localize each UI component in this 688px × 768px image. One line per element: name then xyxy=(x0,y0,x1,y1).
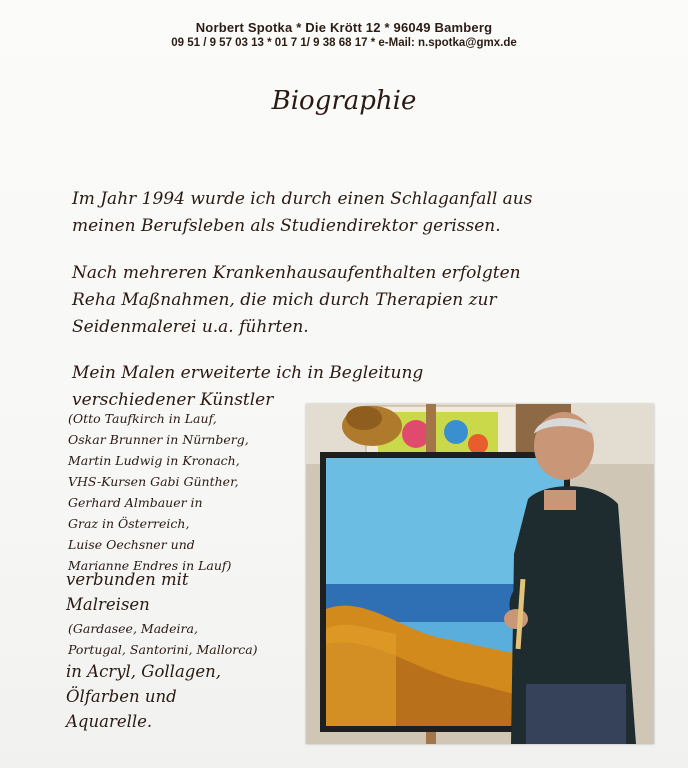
contact-phone-email: 09 51 / 9 57 03 13 * 01 7 1/ 9 38 68 17 * e-Mail: n.spotka@gmx.de xyxy=(171,37,517,49)
artist-line: Luise Oechsner und xyxy=(68,537,195,552)
trip-line: (Gardasee, Madeira, xyxy=(68,621,198,636)
artist-line: Gerhard Almbauer in xyxy=(68,495,203,510)
page-title: Biographie xyxy=(271,86,417,116)
artist-line: Graz in Österreich, xyxy=(68,516,190,531)
text-line: Mein Malen erweiterte ich in Begleitung xyxy=(72,363,424,383)
text-line: in Acryl, Gollagen, xyxy=(66,662,221,681)
text-line: Aquarelle. xyxy=(66,712,153,731)
text-line: meinen Berufsleben als Studiendirektor gerissen. xyxy=(72,216,501,236)
text-line: Reha Maßnahmen, die mich durch Therapien zur xyxy=(72,290,497,310)
contact-header xyxy=(0,20,688,49)
artist-line: Marianne Endres in Lauf) xyxy=(68,558,232,573)
paragraph-rehab xyxy=(72,260,632,341)
contact-address: Norbert Spotka * Die Krött 12 * 96049 Bamberg xyxy=(195,20,493,35)
text-line: Im Jahr 1994 wurde ich durch einen Schlaganfall aus xyxy=(72,189,533,209)
trip-list xyxy=(68,618,258,660)
connected-text xyxy=(66,567,189,617)
artist-line: (Otto Taufkirch in Lauf, xyxy=(68,411,217,426)
text-line: Seidenmalerei u.a. führten. xyxy=(72,317,309,337)
media-text xyxy=(66,659,221,734)
paragraph-stroke xyxy=(72,186,632,240)
artist-photo-illustration xyxy=(306,404,654,744)
text-line: Nach mehreren Krankenhausaufenthalten erfolgten xyxy=(72,263,521,283)
artist-line: Oskar Brunner in Nürnberg, xyxy=(68,432,249,447)
artist-line: Martin Ludwig in Kronach, xyxy=(68,453,240,468)
text-line: Malreisen xyxy=(66,595,150,614)
trip-line: Portugal, Santorini, Mallorca) xyxy=(68,642,258,657)
text-line: verschiedener Künstler xyxy=(72,390,274,410)
artist-list xyxy=(68,408,249,576)
text-line: Ölfarben und xyxy=(66,687,177,706)
artist-photo xyxy=(306,404,654,744)
artist-line: VHS-Kursen Gabi Günther, xyxy=(68,474,239,489)
text-line: verbunden mit xyxy=(66,570,189,589)
